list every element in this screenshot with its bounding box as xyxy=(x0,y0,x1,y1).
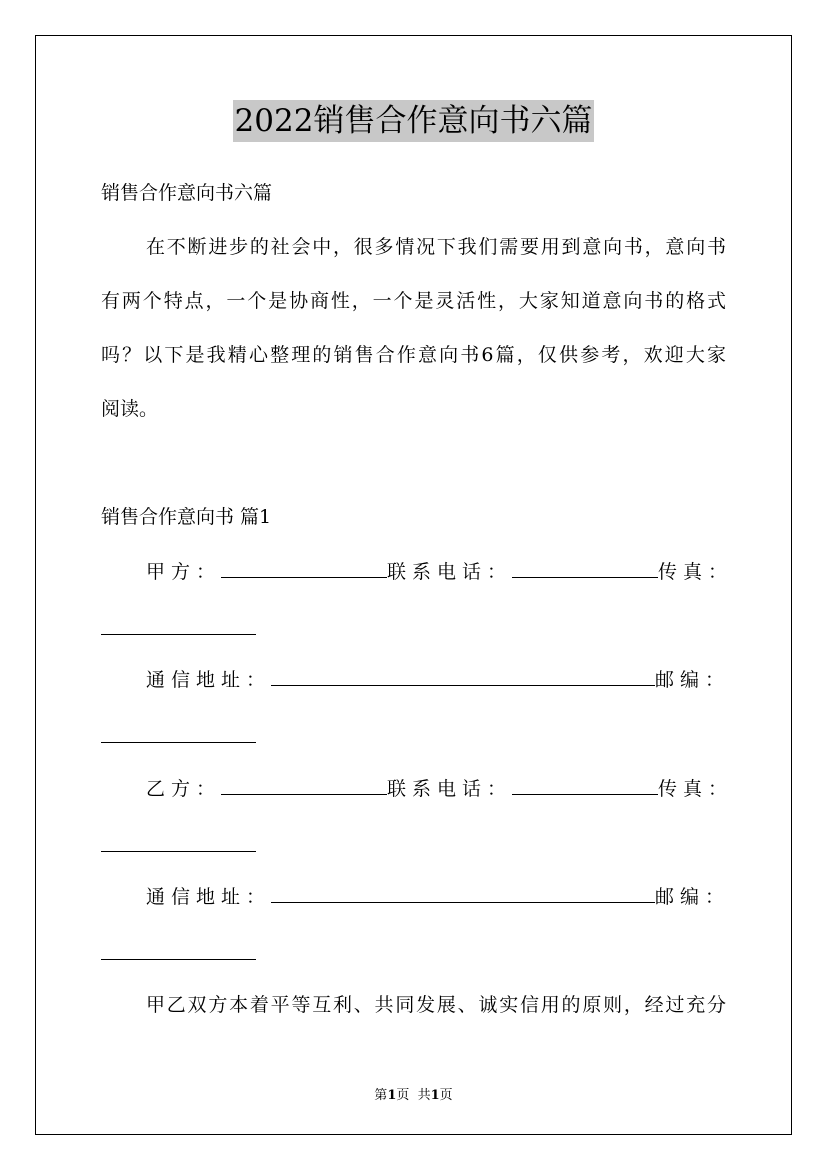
party-a-row xyxy=(146,558,746,586)
party-b-address-blank[interactable] xyxy=(271,884,655,903)
party-a-blank[interactable] xyxy=(221,559,387,578)
intro-line-2: 有两个特点，一个是协商性，一个是灵活性，大家知道意向书的格式 xyxy=(101,290,726,312)
footer-page-prefix: 第 xyxy=(374,1088,388,1103)
title-container xyxy=(0,100,827,142)
party-a-postcode-blank[interactable] xyxy=(101,742,256,743)
footer-page-suffix: 页 xyxy=(439,1088,453,1103)
party-b-fax-label: 传真： xyxy=(658,778,734,800)
document-subtitle: 销售合作意向书六篇 xyxy=(101,182,273,204)
footer-page-mid: 页 共 xyxy=(396,1088,431,1103)
party-b-address-label: 通信地址： xyxy=(146,886,272,908)
party-b-fax-blank[interactable] xyxy=(101,851,256,852)
document-title: 2022销售合作意向书六篇 xyxy=(233,100,595,142)
party-b-address-row xyxy=(146,883,746,911)
party-a-phone-label: 联系电话： xyxy=(387,561,513,583)
agreement-line: 甲乙双方本着平等互利、共同发展、诚实信用的原则，经过充分 xyxy=(146,994,726,1016)
section-heading: 销售合作意向书 篇1 xyxy=(101,506,272,528)
footer-page-current: 1 xyxy=(387,1088,397,1103)
party-b-label: 乙方： xyxy=(146,778,222,800)
party-a-address-label: 通信地址： xyxy=(146,669,272,691)
party-a-address-row xyxy=(146,666,746,694)
footer-page-total: 1 xyxy=(430,1088,440,1103)
party-a-postcode-label: 邮编： xyxy=(655,669,731,691)
party-b-postcode-blank[interactable] xyxy=(101,959,256,960)
party-b-postcode-label: 邮编： xyxy=(655,886,731,908)
party-a-fax-label: 传真： xyxy=(658,561,734,583)
party-a-address-blank[interactable] xyxy=(271,667,655,686)
party-b-row xyxy=(146,775,746,803)
page-footer xyxy=(0,1084,827,1103)
party-a-phone-blank[interactable] xyxy=(512,559,658,578)
intro-line-1: 在不断进步的社会中，很多情况下我们需要用到意向书，意向书 xyxy=(146,236,726,258)
party-b-phone-label: 联系电话： xyxy=(387,778,513,800)
party-a-label: 甲方： xyxy=(146,561,222,583)
intro-line-4: 阅读。 xyxy=(101,398,159,420)
intro-line-3: 吗？以下是我精心整理的销售合作意向书6篇，仅供参考，欢迎大家 xyxy=(101,344,726,366)
party-b-blank[interactable] xyxy=(221,776,387,795)
party-b-phone-blank[interactable] xyxy=(512,776,658,795)
party-a-fax-blank[interactable] xyxy=(101,634,256,635)
